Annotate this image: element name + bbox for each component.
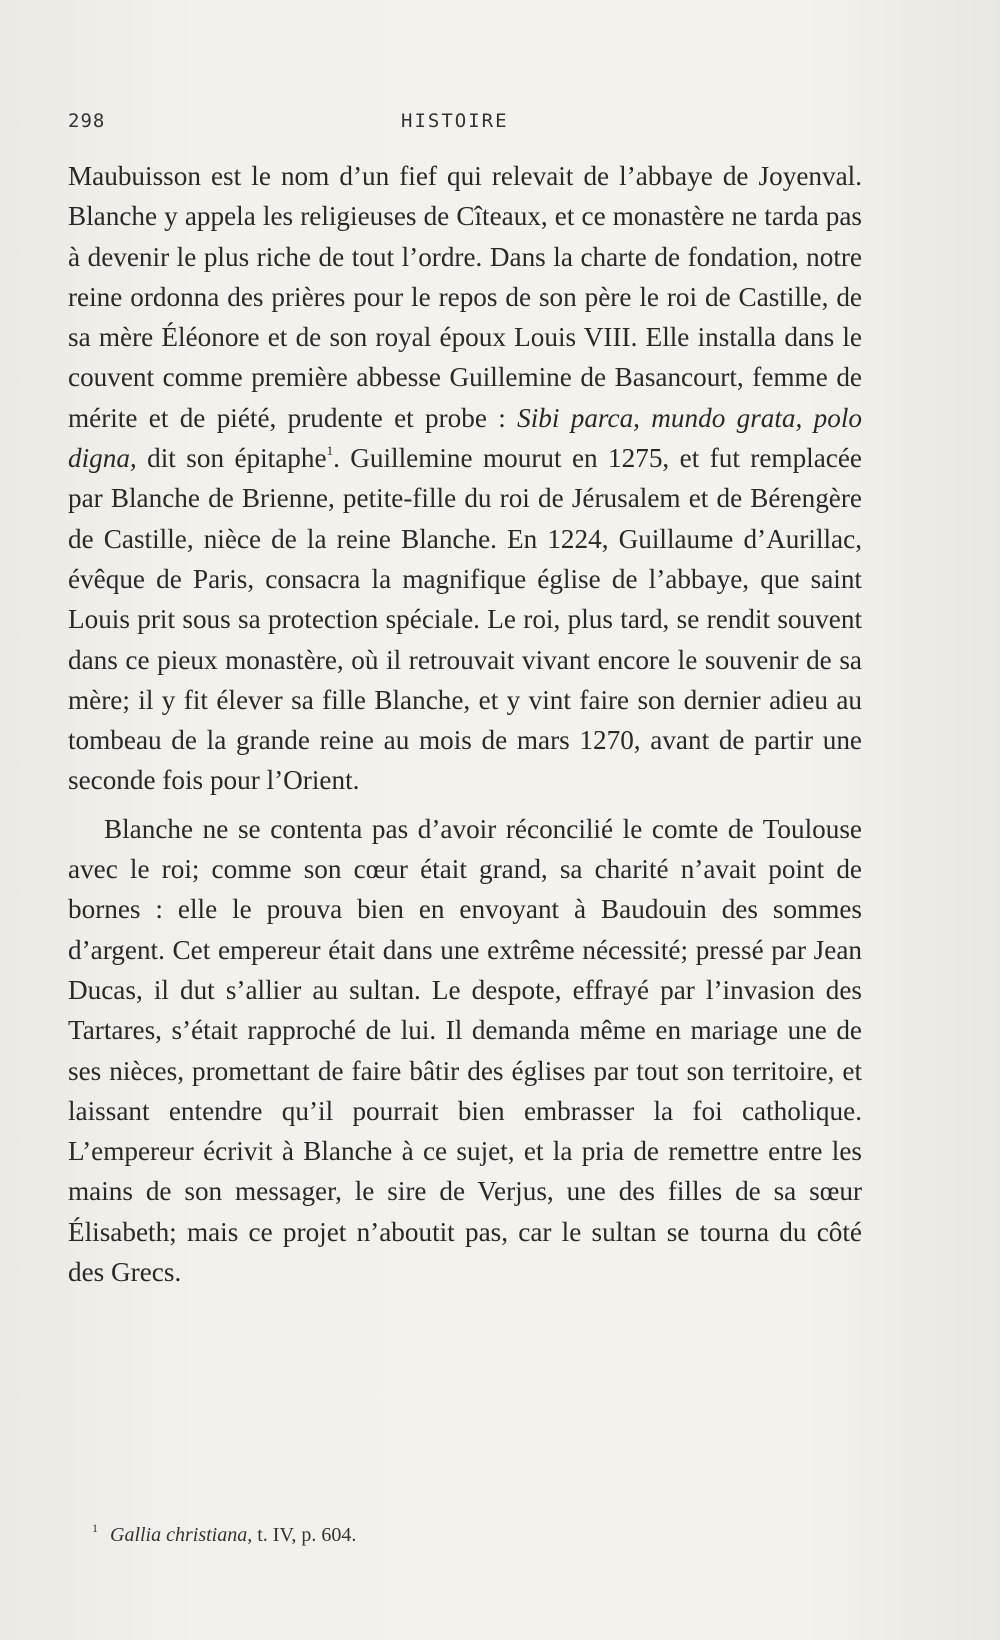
- paragraph-1-text-a: Maubuisson est le nom d’un fief qui relevait de l’abbaye de Joyenval. Blanche y appela les religieuses de Cîteaux, et ce monastère ne tarda pas à devenir le plus riche de tout l’ordre. Dans la charte de fondation, notre reine ordonna des prières pour le repos de son père le roi de Castille, de sa mère Éléonore et de son royal époux Louis VIII. Elle installa dans le couvent comme première abbesse Guillemine de Basancourt, femme de mérite et de piété, prudente et probe :: [68, 161, 862, 433]
- page-number: 298: [68, 110, 106, 132]
- latin-epitaph-quote: Sibi parca, mundo grata, polo digna,: [68, 402, 862, 474]
- paragraph-1: [68, 156, 862, 801]
- footnote: [92, 1521, 792, 1547]
- footnote-marker: 1: [92, 1521, 98, 1535]
- paragraph-2: Blanche ne se contenta pas d’avoir réconcilié le comte de Toulouse avec le roi; comme son cœur était grand, sa charité n’avait point de bornes : elle le prouva bien en envoyant à Baudouin des sommes d’argent. Cet empereur était dans une extrême nécessité; pressé par Jean Ducas, il dut s’allier au sultan. Le despote, effrayé par l’invasion des Tartares, s’était rapproché de lui. Il demanda même en mariage une de ses nièces, promettant de faire bâtir des églises par tout son territoire, et laissant entendre qu’il pourrait bien embrasser la foi catholique. L’empereur écrivit à Blanche à ce sujet, et la pria de remettre entre les mains de son messager, le sire de Verjus, une des filles de sa sœur Élisabeth; mais ce projet n’aboutit pas, car le sultan se tourna du côté des Grecs.: [68, 813, 862, 1288]
- running-header: [68, 110, 868, 140]
- footnote-citation: t. IV, p. 604.: [252, 1524, 357, 1546]
- running-title: HISTOIRE: [401, 110, 509, 132]
- paragraph-1-text-b: dit son épitaphe: [136, 443, 327, 474]
- paragraph-1-text-c: . Guillemine mourut en 1275, et fut remplacée par Blanche de Brienne, petite-fille du roi de Jérusalem et de Bérengère de Castille, nièce de la reine Blanche. En 1224, Guillaume d’Aurillac, évêque de Paris, consacra la magnifique église de l’abbaye, que saint Louis prit sous sa protection spéciale. Le roi, plus tard, se rendit souvent dans ce pieux monastère, où il retrouvait vivant encore le souvenir de sa mère; il y fit élever sa fille Blanche, et y vint faire son dernier adieu au tombeau de la grande reine au mois de mars 1270, avant de partir une seconde fois pour l’Orient.: [68, 443, 862, 796]
- body-text: [68, 156, 862, 1292]
- footnote-source-title: Gallia christiana,: [110, 1524, 253, 1546]
- footnote-reference[interactable]: 1: [326, 443, 334, 459]
